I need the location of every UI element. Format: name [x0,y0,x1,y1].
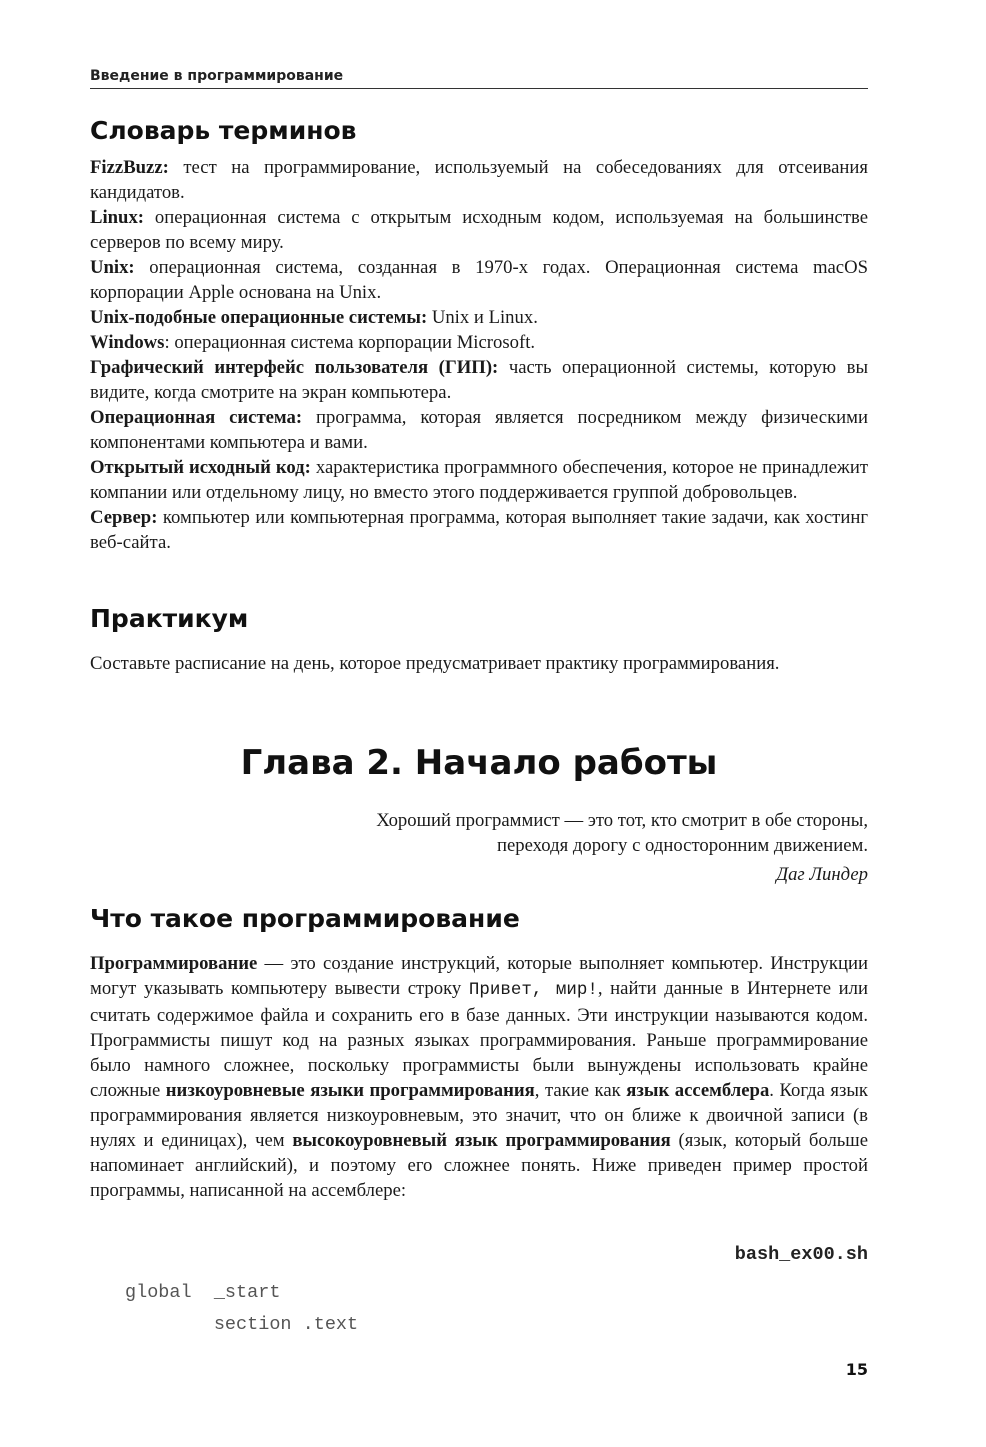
glossary-term: Графический интерфейс пользователя (ГИП): [90,357,499,378]
bold-term: язык ассемблера [626,1080,770,1101]
body-text: — это создание инструкций, которые выполняет компьютер. Инструкции могут указывать компьютеру вывести строку [90,953,868,999]
glossary-definition: программа, которая является посредником между физическими компонентами компьютера и вами. [90,407,868,453]
running-header [90,64,868,89]
glossary-entry [90,405,868,455]
practice-text: Составьте расписание на день, которое предусматривает практику программирования. [90,653,780,674]
glossary-definition: компьютер или компьютерная программа, которая выполняет такие задачи, как хостинг веб-сайта. [90,507,868,553]
running-title: Введение в программирование [90,68,344,84]
epigraph-line: Хороший программист — это тот, кто смотрит в обе стороны, [376,810,868,831]
body-text: (язык, который больше напоминает английский), и поэтому его сложнее понять. Ниже приведен пример простой программы, написанной на ассемблере: [90,1130,868,1201]
code-block [125,1277,358,1341]
glossary-definition: часть операционной системы, которую вы видите, когда смотрите на экран компьютера. [90,357,868,403]
chapter-title: Глава 2. Начало работы [240,743,718,783]
glossary-entry [90,155,868,205]
practice-heading: Практикум [90,604,249,633]
body-text: , такие как [534,1080,627,1101]
glossary-definition: тест на программирование, используемый на собеседованиях для отсеивания кандидатов. [90,157,868,203]
epigraph-line: переходя дорогу с односторонним движением. [496,835,868,856]
glossary-entry [90,305,868,330]
glossary-entry [90,255,868,305]
code-filename: bash_ex00.sh [734,1244,868,1265]
inline-code: Привет, мир! [468,980,598,1000]
body-text: , найти данные в Интернете или считать содержимое файла и сохранить его в базе данных. Эти инструкции называются кодом. Программисты пишут код на разных языках программирования. Раньше программирование было намного сложнее, поскольку программисты были вынуждены использовать крайне сложные [90,978,868,1101]
glossary-definition: характеристика программного обеспечения, которое не принадлежит компании или отдельному лицу, но вместо этого поддерживается группой добровольцев. [90,457,869,503]
glossary-term: Unix: [90,257,135,278]
glossary-entry [90,455,868,505]
bold-term: Программирование [90,953,258,974]
glossary-term: Открытый исходный код: [90,457,311,478]
glossary-definition: операционная система, созданная в 1970-х годах. Операционная система macOS корпорации Apple основана на Unix. [90,257,868,303]
glossary-term: Unix-подобные операционные системы: [90,307,428,328]
glossary-term: Сервер: [90,507,158,528]
bold-term: низкоуровневые языки программирования [165,1080,535,1101]
glossary-definition: : операционная система корпорации Microsoft. [164,332,536,353]
glossary-entry [90,505,868,555]
glossary-term: Операционная система: [90,407,303,428]
glossary-definition: операционная система с открытым исходным кодом, используемая на большинстве серверов по всему миру. [90,207,868,253]
body-text: . Когда язык программирования является низкоуровневым, это значит, что он ближе к двоичной записи (в нулях и единицах), чем [90,1080,869,1151]
glossary-definition: Unix и Linux. [427,307,538,328]
bold-term: высокоуровневый язык программирования [292,1130,671,1151]
epigraph-author: Даг Линдер [776,864,868,885]
code-line: global _start [125,1282,281,1303]
epigraph [168,808,868,887]
book-page [90,0,868,1447]
code-line: section .text [125,1314,359,1335]
body-paragraph [90,951,868,1203]
glossary-term: Windows [90,332,165,353]
glossary-entry [90,355,868,405]
glossary-entry [90,330,868,355]
glossary-entry [90,205,868,255]
glossary-term: FizzBuzz: [90,157,169,178]
glossary-list [90,155,868,555]
glossary-term: Linux: [90,207,145,228]
glossary-heading: Словарь терминов [90,116,357,145]
section-heading: Что такое программирование [90,904,520,933]
page-number: 15 [845,1360,868,1379]
